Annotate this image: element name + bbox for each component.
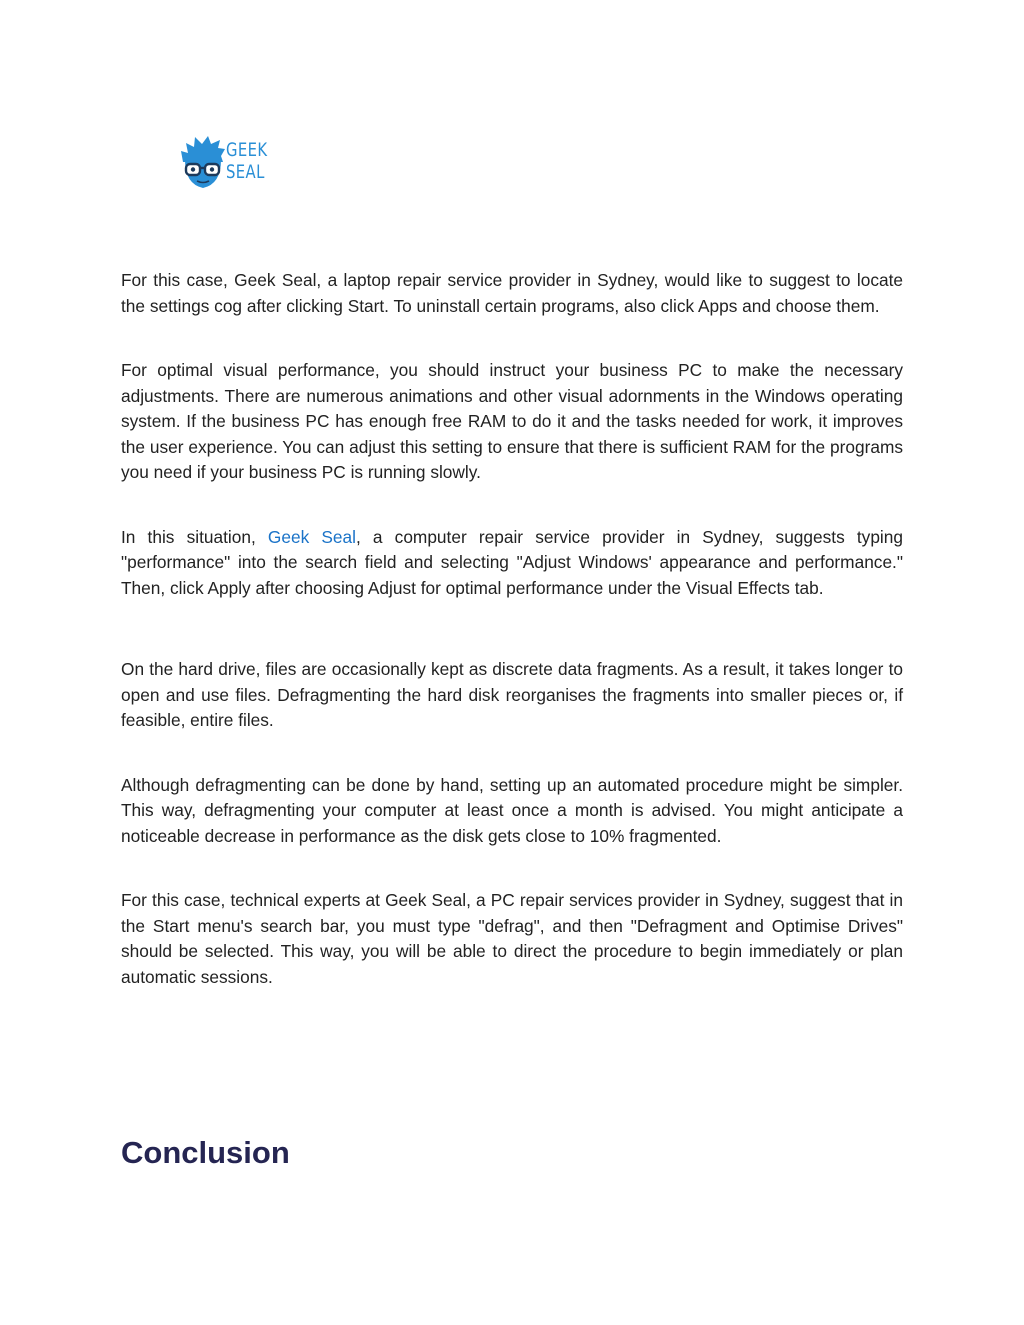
paragraph-text-start: In this situation, xyxy=(121,526,268,547)
geek-seal-logo xyxy=(180,136,270,192)
paragraph-visual-performance: For optimal visual performance, you should instruct your business PC to make the necessary adjustments. There are numerous animations and other visual adornments in the Windows operating system. If the business PC has enough free RAM to do it and the tasks needed for work, it improves the user experience. You can adjust this setting to ensure that there is sufficient RAM for the programs you need if your business PC is running slowly. xyxy=(121,360,903,482)
conclusion-heading: Conclusion xyxy=(121,1135,290,1170)
paragraph-defragment-schedule: Although defragmenting can be done by hand, setting up an automated procedure might be simpler. This way, defragmenting your computer at least once a month is advised. You might anticipate a noticeable decrease in performance as the disk gets close to 10% fragmented. xyxy=(121,774,903,846)
paragraph-hard-drive-fragments: On the hard drive, files are occasionally kept as discrete data fragments. As a result, it takes longer to open and use files. Defragmenting the hard disk reorganises the fragments into smaller pieces or, if feasible, entire files. xyxy=(121,659,903,730)
logo-text-seal: SEAL xyxy=(226,161,265,183)
paragraph-settings-cog: For this case, Geek Seal, a laptop repair service provider in Sydney, would like to suggest to locate the settings cog after clicking Start. To uninstall certain programs, also click Apps and choose them. xyxy=(121,270,903,316)
logo-text-geek: GEEK xyxy=(226,139,268,161)
geek-seal-link[interactable]: Geek Seal xyxy=(267,526,356,547)
article-body xyxy=(121,268,903,990)
paragraph-text-end: , a computer repair service provider in Sydney, suggests typing "performance" into the search field and selecting "Adjust Windows' appearance and performance." Then, click Apply after choosing Adjust for optimal performance under the Visual Effects tab. xyxy=(121,526,903,598)
mascot-face-icon xyxy=(180,136,226,192)
paragraph-performance-search xyxy=(121,525,903,602)
paragraph-defrag-steps: For this case, technical experts at Geek Seal, a PC repair services provider in Sydney, suggest that in the Start menu's search bar, you must type "defrag", and then "Defragment and Optimise Drives" should be selected. This way, you will be able to direct the procedure to begin immediately or plan automatic sessions. xyxy=(121,890,903,987)
